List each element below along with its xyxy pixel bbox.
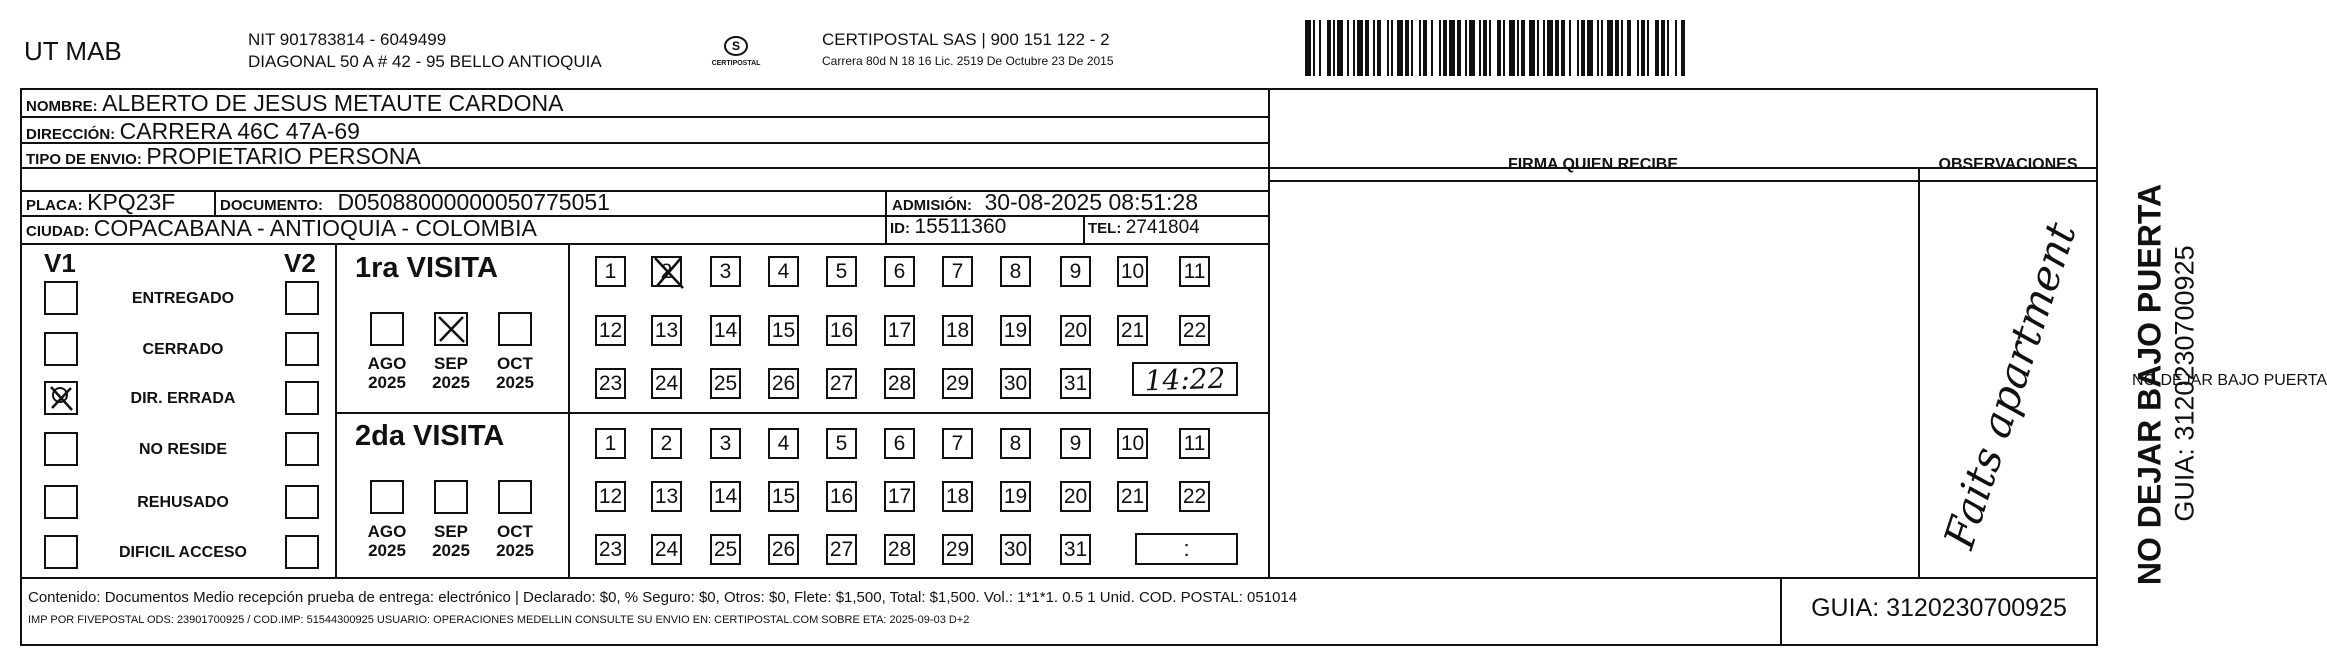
day-box[interactable]: [1060, 315, 1091, 346]
tel-label: TEL:: [1088, 220, 1122, 237]
day-box[interactable]: [651, 534, 682, 565]
day-number: 6: [893, 259, 906, 283]
day-number: 21: [1120, 484, 1145, 508]
barcode-bar: [1587, 20, 1593, 76]
barcode-bar: [1411, 20, 1413, 76]
day-box[interactable]: [1117, 315, 1148, 346]
tipo-envio-label: TIPO DE ENVIO:: [26, 151, 142, 168]
certipostal-logo: [706, 34, 766, 74]
barcode-bar: [1333, 20, 1335, 76]
barcode-bar: [1423, 20, 1427, 76]
day-box[interactable]: [710, 256, 741, 287]
barcode-bar: [1521, 20, 1525, 76]
month-year: 2025: [368, 373, 406, 392]
month-label: [422, 354, 480, 392]
day-number: 30: [1003, 537, 1028, 561]
day-number: 26: [771, 371, 796, 395]
day-box[interactable]: [710, 534, 741, 565]
day-number: 20: [1063, 484, 1088, 508]
barcode-bar: [1405, 20, 1409, 76]
month-year: 2025: [432, 541, 470, 560]
month-year: 2025: [496, 541, 534, 560]
barcode-bar: [1397, 20, 1403, 76]
day-number: 5: [835, 259, 848, 283]
day-box[interactable]: [826, 368, 857, 399]
day-box[interactable]: [942, 428, 973, 459]
day-number: 6: [893, 431, 906, 455]
day-box[interactable]: [884, 368, 915, 399]
id-value: 15511360: [914, 215, 1007, 238]
month-year: 2025: [432, 373, 470, 392]
tel-value: 2741804: [1125, 217, 1200, 238]
v2-checkbox[interactable]: [285, 381, 319, 415]
barcode-bar: [1419, 20, 1421, 76]
barcode-bar: [1641, 20, 1645, 76]
barcode-bar: [1373, 20, 1375, 76]
day-box[interactable]: [1000, 368, 1031, 399]
day-number: 29: [945, 537, 970, 561]
day-number: 10: [1120, 431, 1145, 455]
day-box[interactable]: [651, 368, 682, 399]
ciudad-row: [26, 215, 537, 242]
day-number: 3: [719, 431, 732, 455]
day-number: 2: [660, 259, 673, 283]
day-number: 15: [771, 484, 796, 508]
v2-header: V2: [284, 248, 316, 278]
check-mark-icon: [46, 383, 76, 413]
barcode-bar: [1607, 20, 1613, 76]
barcode-bar: [1577, 20, 1579, 76]
day-number: 12: [598, 318, 623, 342]
day-number: 15: [771, 318, 796, 342]
barcode-bar: [1431, 20, 1433, 76]
barcode-bar: [1661, 20, 1665, 76]
day-box[interactable]: [826, 428, 857, 459]
day-box[interactable]: [942, 315, 973, 346]
side-warning-text: NO DEJAR BAJO PUERTA: [2131, 183, 2168, 586]
barcode-bar: [1667, 20, 1669, 76]
status-option-label: CERRADO: [142, 341, 224, 358]
month-name: AGO: [367, 354, 407, 373]
day-box[interactable]: [1117, 481, 1148, 512]
month-name: SEP: [433, 522, 469, 541]
logo-text: CERTIPOSTAL: [711, 60, 761, 67]
day-number: 27: [829, 371, 854, 395]
day-box[interactable]: [651, 428, 682, 459]
nombre-value: ALBERTO DE JESUS METAUTE CARDONA: [102, 90, 564, 116]
day-box[interactable]: [884, 481, 915, 512]
barcode-bar: [1449, 20, 1455, 76]
day-number: 27: [829, 537, 854, 561]
company-nit: NIT 901783814 - 6049499: [248, 30, 447, 49]
status-option-label: DIR. ERRADA: [130, 390, 236, 407]
day-box[interactable]: [595, 368, 626, 399]
day-box[interactable]: [710, 315, 741, 346]
month-label: [486, 354, 544, 392]
day-number: 19: [1003, 484, 1028, 508]
month-label: [358, 354, 416, 392]
month-checkbox[interactable]: [434, 312, 468, 346]
barcode-bar: [1537, 20, 1539, 76]
visit2-time: :: [1183, 536, 1190, 561]
day-box[interactable]: [884, 315, 915, 346]
ciudad-label: CIUDAD:: [26, 223, 90, 240]
courier-license: Carrera 80d N 18 16 Lic. 2519 De Octubre 23 De 2015: [822, 54, 1114, 68]
day-number: 1: [604, 259, 617, 283]
svg-text:S: S: [731, 39, 741, 53]
day-number: 24: [654, 537, 679, 561]
admision-value: 30-08-2025 08:51:28: [984, 189, 1199, 215]
v2-checkbox[interactable]: [285, 281, 319, 315]
day-box[interactable]: [1179, 428, 1210, 459]
barcode-bar: [1457, 20, 1461, 76]
status-option-label: DIFICIL ACCESO: [118, 544, 247, 561]
day-number: 30: [1003, 371, 1028, 395]
barcode-bar: [1621, 20, 1623, 76]
day-box[interactable]: [1060, 534, 1091, 565]
day-number: 26: [771, 537, 796, 561]
month-label: [422, 522, 480, 560]
day-number: 10: [1120, 259, 1145, 283]
day-box[interactable]: [768, 428, 799, 459]
day-box[interactable]: [826, 256, 857, 287]
visit2-title: 2da VISITA: [355, 420, 505, 452]
day-box[interactable]: [1179, 256, 1210, 287]
day-number: 31: [1063, 371, 1088, 395]
observaciones-header: OBSERVACIONES: [1938, 156, 2078, 173]
v1-checkbox[interactable]: [44, 381, 78, 415]
placa-row: [26, 189, 175, 216]
day-box[interactable]: [651, 481, 682, 512]
barcode-bar: [1675, 20, 1677, 76]
month-checkbox[interactable]: [498, 312, 532, 346]
footer-imp: IMP POR FIVEPOSTAL ODS: 23901700925 / COD.IMP: 51544300925 USUARIO: OPERACIONES MEDELLIN CONSULTE SU ENVIO EN: CERTIPOSTAL.COM SOBRE ETA: 2025-09-03 D+2: [28, 614, 970, 626]
v1-checkbox[interactable]: [44, 432, 78, 466]
day-number: 28: [887, 537, 912, 561]
month-checkbox[interactable]: [498, 480, 532, 514]
day-box[interactable]: [1000, 315, 1031, 346]
courier-info: CERTIPOSTAL SAS | 900 151 122 - 2: [822, 30, 1110, 49]
direccion-value: CARRERA 46C 47A-69: [119, 118, 360, 144]
barcode-bar: [1489, 20, 1491, 76]
v1-checkbox[interactable]: [44, 332, 78, 366]
placa-label: PLACA:: [26, 197, 83, 214]
barcode-bar: [1647, 20, 1649, 76]
day-number: 17: [887, 484, 912, 508]
day-box[interactable]: [1117, 428, 1148, 459]
barcode-bar: [1555, 20, 1559, 76]
day-box[interactable]: [1000, 534, 1031, 565]
footer-guia: GUIA: 3120230700925: [1811, 594, 2067, 622]
day-box[interactable]: [710, 428, 741, 459]
barcode-bar: [1655, 20, 1659, 76]
day-number: 16: [829, 484, 854, 508]
day-box[interactable]: [1060, 481, 1091, 512]
barcode-bar: [1627, 20, 1631, 76]
day-box[interactable]: [1060, 368, 1091, 399]
day-box[interactable]: [1179, 315, 1210, 346]
day-box[interactable]: [826, 534, 857, 565]
admision-row: [892, 189, 1198, 216]
month-name: SEP: [433, 354, 469, 373]
barcode-bar: [1547, 20, 1553, 76]
barcode-bar: [1337, 20, 1343, 76]
barcode-bar: [1377, 20, 1381, 76]
month-label: [358, 522, 416, 560]
barcode-bar: [1319, 20, 1321, 76]
day-box[interactable]: [595, 481, 626, 512]
barcode-bar: [1503, 20, 1505, 76]
barcode-bar: [1465, 20, 1467, 76]
day-box[interactable]: [710, 368, 741, 399]
visit1-time: 14:22: [1144, 361, 1226, 398]
day-number: 11: [1183, 431, 1206, 455]
v1-checkbox[interactable]: [44, 281, 78, 315]
barcode-bar: [1529, 20, 1535, 76]
day-box[interactable]: [1000, 481, 1031, 512]
tipo-envio-row: [26, 143, 421, 170]
barcode-bar: [1497, 20, 1501, 76]
barcode-bar: [1357, 20, 1363, 76]
month-checkbox[interactable]: [370, 480, 404, 514]
day-number: 3: [719, 259, 732, 283]
barcode-bar: [1347, 20, 1349, 76]
firma-header: FIRMA QUIEN RECIBE: [1507, 156, 1679, 173]
day-number: 9: [1069, 431, 1082, 455]
barcode-bar: [1601, 20, 1603, 76]
day-box[interactable]: [942, 256, 973, 287]
day-number: 12: [598, 484, 623, 508]
day-box[interactable]: [884, 534, 915, 565]
day-number: 28: [887, 371, 912, 395]
day-box[interactable]: [1060, 256, 1091, 287]
v2-checkbox[interactable]: [285, 535, 319, 569]
direccion-label: DIRECCIÓN:: [26, 126, 116, 143]
check-mark-icon: [651, 252, 687, 292]
barcode-bar: [1365, 20, 1369, 76]
check-mark-icon: [436, 314, 466, 344]
day-number: 22: [1182, 318, 1207, 342]
documento-row: [220, 189, 610, 216]
v2-checkbox[interactable]: [285, 332, 319, 366]
day-number: 23: [598, 537, 623, 561]
day-number: 23: [598, 371, 623, 395]
day-box[interactable]: [884, 428, 915, 459]
barcode-bar: [1569, 20, 1571, 76]
day-box[interactable]: [595, 534, 626, 565]
barcode-bar: [1327, 20, 1331, 76]
barcode-bar: [1305, 20, 1311, 76]
day-number: 9: [1069, 259, 1082, 283]
company-address: DIAGONAL 50 A # 42 - 95 BELLO ANTIOQUIA: [248, 52, 602, 71]
day-box[interactable]: [1000, 256, 1031, 287]
day-number: 7: [951, 431, 964, 455]
v1-checkbox[interactable]: [44, 485, 78, 519]
admision-label: ADMISIÓN:: [892, 197, 972, 214]
visit1-time-box[interactable]: [1132, 362, 1238, 396]
day-number: 29: [945, 371, 970, 395]
visit1-title: 1ra VISITA: [355, 252, 498, 284]
barcode-bar: [1483, 20, 1487, 76]
day-box[interactable]: [768, 534, 799, 565]
day-number: 1: [604, 431, 617, 455]
status-option-label: REHUSADO: [137, 494, 229, 511]
status-option-label: NO RESIDE: [138, 441, 227, 458]
day-box[interactable]: [1179, 481, 1210, 512]
day-number: 19: [1003, 318, 1028, 342]
barcode-bar: [1509, 20, 1515, 76]
barcode-bar: [1387, 20, 1389, 76]
day-box[interactable]: [1000, 428, 1031, 459]
documento-label: DOCUMENTO:: [220, 197, 324, 214]
day-box[interactable]: [710, 481, 741, 512]
tipo-envio-value: PROPIETARIO PERSONA: [146, 143, 421, 169]
day-number: 13: [654, 318, 679, 342]
barcode: [1305, 20, 1920, 76]
id-row: [890, 215, 1006, 239]
barcode-bar: [1637, 20, 1639, 76]
tel-row: [1088, 217, 1200, 239]
day-box[interactable]: [1117, 256, 1148, 287]
barcode-bar: [1561, 20, 1565, 76]
nombre-label: NOMBRE:: [26, 98, 98, 115]
barcode-bar: [1597, 20, 1599, 76]
barcode-bar: [1391, 20, 1393, 76]
day-number: 14: [713, 318, 738, 342]
day-number: 2: [660, 431, 673, 455]
day-number: 25: [713, 371, 738, 395]
day-box[interactable]: [884, 256, 915, 287]
day-number: 11: [1183, 259, 1206, 283]
barcode-bar: [1469, 20, 1475, 76]
id-label: ID:: [890, 220, 910, 237]
day-number: 17: [887, 318, 912, 342]
day-box[interactable]: [942, 481, 973, 512]
day-number: 4: [777, 259, 790, 283]
day-number: 5: [835, 431, 848, 455]
day-number: 16: [829, 318, 854, 342]
month-name: OCT: [497, 354, 533, 373]
day-number: 8: [1009, 431, 1022, 455]
day-number: 25: [713, 537, 738, 561]
barcode-bar: [1581, 20, 1585, 76]
barcode-bar: [1615, 20, 1619, 76]
v2-checkbox[interactable]: [285, 485, 319, 519]
month-name: OCT: [497, 522, 533, 541]
month-year: 2025: [368, 541, 406, 560]
side-text-block: [2105, 88, 2225, 646]
day-box[interactable]: [768, 481, 799, 512]
day-number: 31: [1063, 537, 1088, 561]
observation-text: Faits apartment: [1934, 216, 2086, 555]
v2-checkbox[interactable]: [285, 432, 319, 466]
month-checkbox[interactable]: [370, 312, 404, 346]
day-box[interactable]: [826, 481, 857, 512]
nombre-row: [26, 90, 564, 117]
month-name: AGO: [367, 522, 407, 541]
day-box[interactable]: [595, 428, 626, 459]
day-number: 21: [1120, 318, 1145, 342]
day-number: 8: [1009, 259, 1022, 283]
month-label: [486, 522, 544, 560]
barcode-bar: [1479, 20, 1481, 76]
barcode-bar: [1543, 20, 1545, 76]
placa-value: KPQ23F: [87, 189, 176, 215]
day-box[interactable]: [942, 534, 973, 565]
day-number: 7: [951, 259, 964, 283]
side-guia-text: GUIA: 3120230700925: [2169, 245, 2200, 522]
barcode-bar: [1313, 20, 1315, 76]
day-number: 13: [654, 484, 679, 508]
day-number: 4: [777, 431, 790, 455]
barcode-bar: [1443, 20, 1447, 76]
barcode-bar: [1439, 20, 1441, 76]
direccion-row: [26, 118, 360, 145]
day-box[interactable]: [651, 256, 682, 287]
day-number: 22: [1182, 484, 1207, 508]
barcode-bar: [1517, 20, 1519, 76]
day-box[interactable]: [768, 315, 799, 346]
company-name: UT MAB: [24, 36, 122, 66]
day-box[interactable]: [595, 315, 626, 346]
day-box[interactable]: [651, 315, 682, 346]
day-box[interactable]: [595, 256, 626, 287]
day-number: 14: [713, 484, 738, 508]
day-box[interactable]: [826, 315, 857, 346]
day-box[interactable]: [768, 256, 799, 287]
visit2-time-box[interactable]: [1135, 533, 1238, 565]
documento-value: D05088000000050775051: [337, 189, 610, 215]
day-number: 18: [945, 318, 970, 342]
barcode-bar: [1353, 20, 1355, 76]
day-box[interactable]: [1060, 428, 1091, 459]
footer-content: Contenido: Documentos Medio recepción prueba de entrega: electrónico | Declarado: $0, % Seguro: $0, Otros: $0, Flete: $1,500, Total: $1,500. Vol.: 1*1*1. 0.5 1 Unid. COD. POSTAL: 051014: [28, 589, 1298, 606]
month-year: 2025: [496, 373, 534, 392]
handwritten-observation: [1918, 181, 2098, 577]
barcode-bar: [1681, 20, 1685, 76]
day-number: 20: [1063, 318, 1088, 342]
month-checkbox[interactable]: [434, 480, 468, 514]
day-box[interactable]: [768, 368, 799, 399]
v1-checkbox[interactable]: [44, 535, 78, 569]
ciudad-value: COPACABANA - ANTIOQUIA - COLOMBIA: [93, 215, 537, 241]
day-number: 18: [945, 484, 970, 508]
day-number: 24: [654, 371, 679, 395]
v1-header: V1: [44, 248, 76, 278]
day-box[interactable]: [942, 368, 973, 399]
status-option-label: ENTREGADO: [131, 290, 235, 307]
